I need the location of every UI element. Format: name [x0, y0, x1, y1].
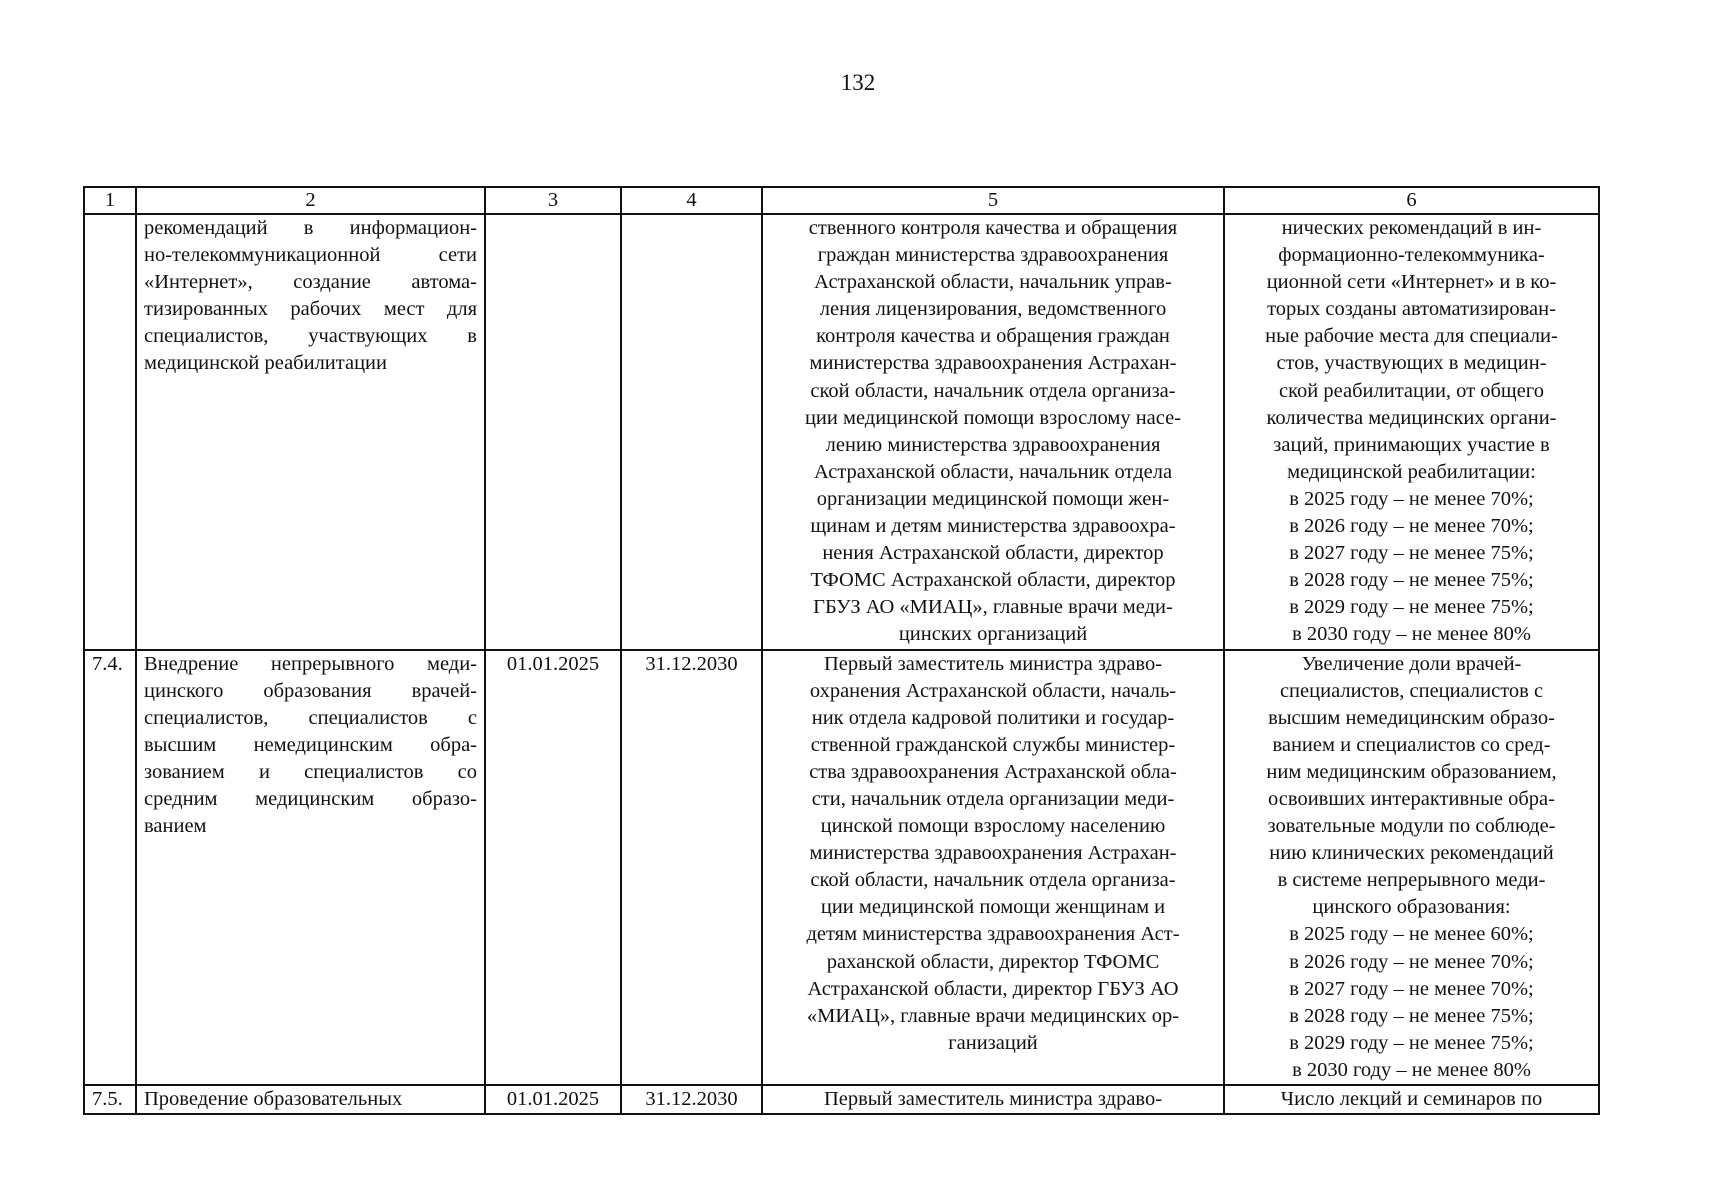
responsible-line: Первый заместитель министра здраво-: [823, 652, 1163, 675]
col-header-2: 2: [136, 187, 485, 214]
responsible-line: ТФОМС Астраханской области, директор: [810, 569, 1176, 592]
activity-name-line: высшим немедицинским обра-: [144, 733, 477, 756]
result-line: количества медицинских органи-: [1266, 406, 1557, 429]
responsible-line: лению министерства здравоохранения: [825, 433, 1161, 456]
responsible-line: ственного контроля качества и обращения: [808, 217, 1178, 239]
responsible-line: Астраханской области, начальник отдела: [813, 460, 1173, 483]
responsible-line: министерства здравоохранения Астрахан-: [809, 352, 1177, 375]
activity-name-cell: [136, 214, 485, 650]
col-header-5: 5: [762, 187, 1224, 214]
responsible-line: ства здравоохранения Астраханской обла-: [809, 760, 1177, 783]
result-line: в 2026 году – не менее 70%;: [1289, 515, 1534, 538]
plan-table: [83, 186, 1600, 1115]
result-line: торых созданы автоматизирован-: [1267, 298, 1556, 321]
responsible-line: цинской помощи взрослому населению: [820, 815, 1166, 838]
responsible-cell: [762, 650, 1224, 1086]
result-line: освоивших интерактивные обра-: [1268, 787, 1555, 810]
result-line: нию клинических рекомендаций: [1269, 842, 1554, 865]
responsible-line: ганизаций: [948, 1031, 1038, 1054]
responsible-line: раханской области, директор ТФОМС: [826, 950, 1160, 973]
activity-name-line: цинского образования врачей-: [144, 679, 477, 702]
result-line: Число лекций и семинаров по: [1280, 1088, 1543, 1110]
responsible-line: Астраханской области, начальник управ-: [814, 271, 1172, 294]
responsible-line: охранения Астраханской области, началь-: [809, 679, 1177, 702]
result-line: ционной сети «Интернет» и в ко-: [1266, 271, 1557, 294]
item-number-cell: 7.5.: [84, 1085, 136, 1114]
result-line: заций, принимающих участие в: [1273, 433, 1550, 456]
activity-name-cell: [136, 1085, 485, 1114]
responsible-line: сти, начальник отдела организации меди-: [811, 787, 1175, 810]
result-line: высшим немедицинским образо-: [1268, 706, 1555, 729]
activity-name-line: Внедрение непрерывного меди-: [144, 652, 477, 675]
start-date-cell: [485, 214, 621, 650]
responsible-line: Астраханской области, директор ГБУЗ АО: [807, 977, 1179, 1000]
activity-name-cell: [136, 650, 485, 1086]
result-line: цинского образования:: [1312, 896, 1511, 919]
activity-name-line: «Интернет», создание автома-: [144, 271, 477, 294]
responsible-line: ской области, начальник отдела организа-: [810, 869, 1176, 892]
responsible-line: ской области, начальник отдела организа-: [810, 379, 1176, 402]
result-line: в 2030 году – не менее 80%: [1292, 1058, 1531, 1081]
result-line: в 2027 году – не менее 75%;: [1289, 542, 1534, 565]
activity-name-line: тизированных рабочих мест для: [144, 298, 477, 321]
result-line: ные рабочие места для специали-: [1265, 325, 1558, 348]
result-cell: [1224, 650, 1599, 1086]
responsible-line: Первый заместитель министра здраво-: [823, 1088, 1163, 1110]
activity-name-line: специалистов, участвующих в: [144, 325, 477, 348]
result-line: в 2027 году – не менее 70%;: [1289, 977, 1534, 1000]
result-line: в 2028 году – не менее 75%;: [1289, 1004, 1534, 1027]
responsible-line: ления лицензирования, ведомственного: [819, 298, 1167, 321]
result-cell: [1224, 214, 1599, 650]
result-line: в 2026 году – не менее 70%;: [1289, 950, 1534, 973]
result-line: стов, участвующих в медицин-: [1276, 352, 1547, 375]
result-line: в 2029 году – не менее 75%;: [1289, 596, 1534, 619]
responsible-line: щинам и детям министерства здравоохра-: [810, 515, 1176, 538]
responsible-line: «МИАЦ», главные врачи медицинских ор-: [806, 1004, 1180, 1027]
result-line: ним медицинским образованием,: [1266, 760, 1557, 783]
result-line: в 2030 году – не менее 80%: [1292, 623, 1531, 646]
col-header-6: 6: [1224, 187, 1599, 214]
responsible-line: организации медицинской помощи жен-: [816, 487, 1170, 510]
responsible-cell: [762, 214, 1224, 650]
activity-name-line: зованием и специалистов со: [144, 760, 477, 783]
result-line: в системе непрерывного меди-: [1277, 869, 1546, 892]
activity-name-line: медицинской реабилитации: [144, 352, 387, 375]
start-date-cell: 01.01.2025: [485, 1085, 621, 1114]
responsible-line: детям министерства здравоохранения Аст-: [806, 923, 1180, 946]
responsible-cell: [762, 1085, 1224, 1114]
result-line: в 2028 году – не менее 75%;: [1289, 569, 1534, 592]
page-number: 132: [840, 70, 876, 95]
activity-name-line: средним медицинским образо-: [144, 787, 477, 810]
result-line: зовательные модули по соблюде-: [1267, 815, 1556, 838]
responsible-line: министерства здравоохранения Астрахан-: [809, 842, 1177, 865]
col-header-1: 1: [84, 187, 136, 214]
result-line: ской реабилитации, от общего: [1279, 379, 1544, 402]
responsible-line: ственной гражданской службы министер-: [810, 733, 1176, 756]
end-date-cell: [621, 214, 762, 650]
result-line: специалистов, специалистов с: [1279, 679, 1544, 702]
activity-name-line: рекомендаций в информацион-: [144, 217, 477, 239]
activity-name-line: но-телекоммуникационной сети: [144, 244, 477, 267]
responsible-line: граждан министерства здравоохранения: [817, 244, 1169, 267]
item-number-cell: [84, 214, 136, 650]
responsible-line: контроля качества и обращения граждан: [816, 325, 1170, 348]
activity-name-line: ванием: [144, 815, 207, 838]
table-body: [84, 214, 1599, 1114]
result-cell: [1224, 1085, 1599, 1114]
result-line: медицинской реабилитации:: [1287, 460, 1536, 483]
start-date-cell: 01.01.2025: [485, 650, 621, 1086]
result-line: в 2025 году – не менее 70%;: [1289, 487, 1534, 510]
responsible-line: ции медицинской помощи взрослому насе-: [804, 406, 1182, 429]
col-header-3: 3: [485, 187, 621, 214]
table-row: [84, 1085, 1599, 1114]
result-line: Увеличение доли врачей-: [1301, 652, 1522, 675]
result-line: формационно-телекоммуника-: [1278, 244, 1545, 267]
activity-name-line: специалистов, специалистов с: [144, 706, 477, 729]
responsible-line: ции медицинской помощи женщинам и: [820, 896, 1166, 919]
result-line: ванием и специалистов со сред-: [1272, 733, 1551, 756]
column-number-row: [84, 187, 1599, 214]
item-number-cell: 7.4.: [84, 650, 136, 1086]
result-line: нических рекомендаций в ин-: [1281, 217, 1542, 239]
result-line: в 2029 году – не менее 75%;: [1289, 1031, 1534, 1054]
responsible-line: нения Астраханской области, директор: [822, 542, 1164, 565]
responsible-line: ГБУЗ АО «МИАЦ», главные врачи меди-: [813, 596, 1173, 619]
end-date-cell: 31.12.2030: [621, 1085, 762, 1114]
activity-name-line: Проведение образовательных: [144, 1088, 403, 1110]
table-row: [84, 650, 1599, 1086]
responsible-line: цинских организаций: [898, 623, 1088, 646]
responsible-line: ник отдела кадровой политики и государ-: [811, 706, 1175, 729]
result-line: в 2025 году – не менее 60%;: [1289, 923, 1534, 946]
col-header-4: 4: [621, 187, 762, 214]
end-date-cell: 31.12.2030: [621, 650, 762, 1086]
table-row: [84, 214, 1599, 650]
